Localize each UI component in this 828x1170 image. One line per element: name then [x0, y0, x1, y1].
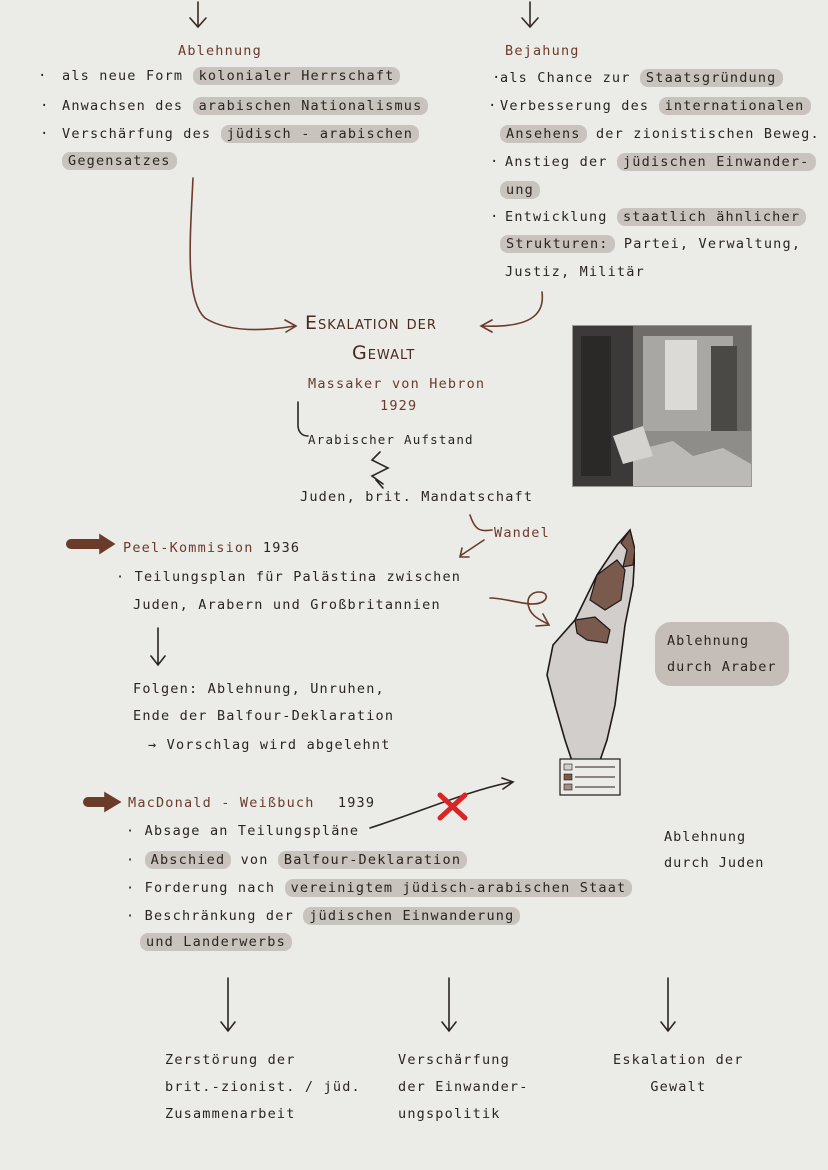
peel-result: → Vorschlag wird abgelehnt — [148, 737, 391, 753]
bubble-jewish-rejection: Ablehnung durch Juden — [664, 829, 765, 871]
right-item-2-cont: Ansehens der zionistischen Beweg. — [500, 126, 820, 142]
macdonald-item-3: · Forderung nach vereinigtem jüdisch-arabischen Staat — [126, 880, 632, 896]
macdonald-item-2: · Abschied von Balfour-Deklaration — [126, 852, 467, 868]
right-item-4-cont: Strukturen: Partei, Verwaltung, — [500, 236, 801, 252]
right-item-4-cont2: Justiz, Militär — [505, 264, 645, 280]
peel-consequences-2: Ende der Balfour-Deklaration — [133, 708, 395, 724]
macdonald-title: MacDonald - Weißbuch 1939 — [128, 795, 376, 811]
change-label: Wandel — [494, 525, 550, 541]
right-branch-heading: Bejahung — [505, 43, 580, 59]
peel-consequences-1: Folgen: Ablehnung, Unruhen, — [133, 681, 385, 697]
bubble-arab-rejection: Ablehnung durch Araber — [655, 622, 789, 686]
escalation-title-2: Gewalt — [352, 342, 416, 364]
right-item-3-cont: ung — [500, 182, 540, 198]
hebron-year: 1929 — [380, 398, 418, 414]
right-item-3: Anstieg der jüdischen Einwander- — [505, 154, 816, 170]
peel-line-1: · Teilungsplan für Palästina zwischen — [116, 569, 462, 585]
macdonald-item-1: · Absage an Teilungspläne — [126, 823, 360, 839]
outcome-1: Zerstörung der brit.-zionist. / jüd. Zusammenarbeit — [165, 1052, 361, 1122]
arab-uprising: Arabischer Aufstand — [308, 432, 474, 447]
escalation-title: Eskalation der — [305, 312, 437, 334]
photo-illustration — [573, 326, 751, 486]
left-item-3: Verschärfung des jüdisch - arabischen — [62, 126, 419, 142]
left-item-3-cont: Gegensatzes — [62, 153, 177, 169]
parties: Juden, brit. Mandatschaft — [300, 489, 534, 505]
left-branch-heading: Ablehnung — [178, 43, 262, 59]
hebron-photo — [572, 325, 752, 487]
right-item-4: Entwicklung staatlich ähnlicher — [505, 209, 806, 225]
left-item-1: als neue Form kolonialer Herrschaft — [62, 68, 400, 84]
peel-title: Peel-Kommision 1936 — [123, 540, 301, 556]
hebron-massacre: Massaker von Hebron — [308, 376, 486, 392]
macdonald-item-4-cont: und Landerwerbs — [140, 934, 292, 950]
peel-line-2: Juden, Arabern und Großbritannien — [133, 597, 441, 613]
left-item-2: Anwachsen des arabischen Nationalismus — [62, 98, 428, 114]
partition-map — [535, 525, 635, 805]
outcome-3: Eskalation der Gewalt — [613, 1052, 744, 1095]
macdonald-item-4: · Beschränkung der jüdischen Einwanderung — [126, 908, 520, 924]
outcome-2: Verschärfung der Einwander- ungspolitik — [398, 1052, 529, 1122]
right-item-1: als Chance zur Staatsgründung — [500, 70, 783, 86]
right-item-2: Verbesserung des internationalen — [500, 98, 811, 114]
